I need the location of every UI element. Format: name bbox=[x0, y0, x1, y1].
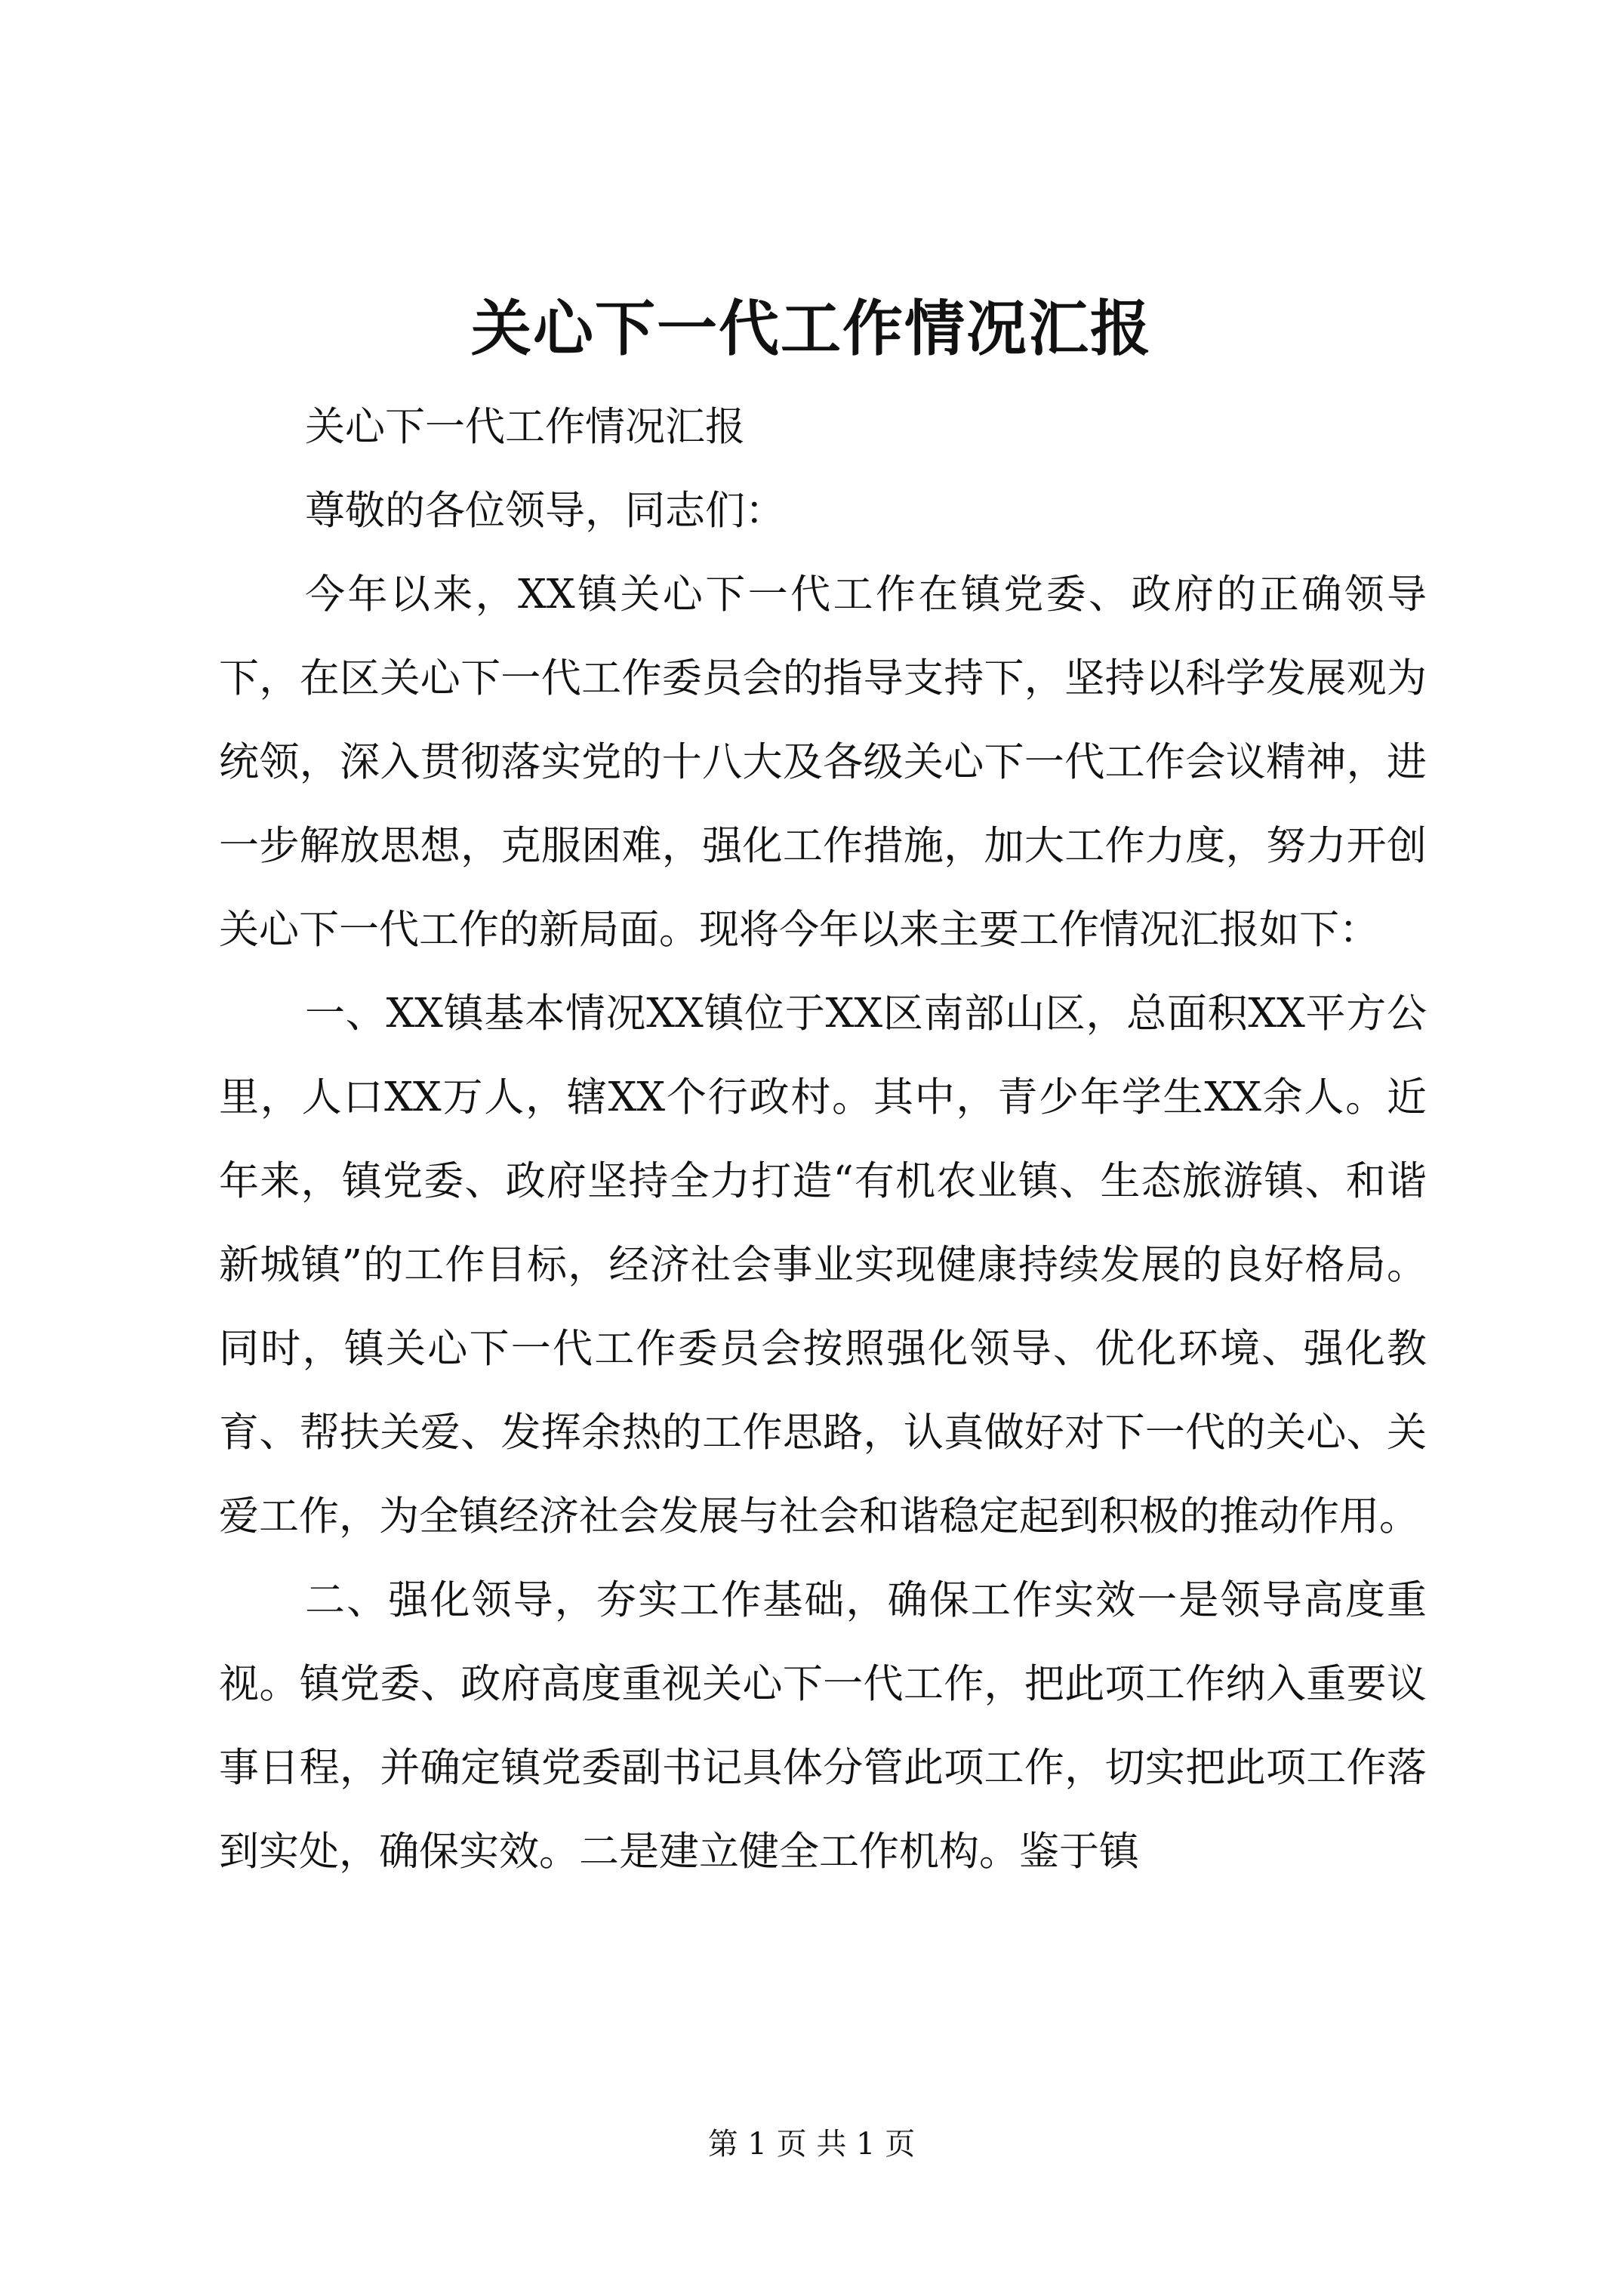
paragraph-section-two: 二、强化领导，夯实工作基础，确保工作实效一是领导高度重视。镇党委、政府高度重视关心下一代工作，把此项工作纳入重要议事日程，并确定镇党委副书记具体分管此项工作，切实把此项工作落到实处，确保实效。二是建立健全工作机构。鉴于镇 bbox=[219, 1577, 1427, 1875]
document-body bbox=[219, 385, 1427, 1894]
document-title: 关心下一代工作情况汇报 bbox=[471, 293, 1152, 364]
paragraph-section-one: 一、XX镇基本情况XX镇位于XX区南部山区，总面积XX平方公里，人口XX万人，辖XX个行政村。其中，青少年学生XX余人。近年来，镇党委、政府坚持全力打造“有机农业镇、生态旅游镇、和谐新城镇”的工作目标，经济社会事业实现健康持续发展的良好格局。同时，镇关心下一代工作委员会按照强化领导、优化环境、强化教育、帮扶关爱、发挥余热的工作思路，认真做好对下一代的关心、关爱工作，为全镇经济社会发展与社会和谐稳定起到积极的推动作用。 bbox=[219, 991, 1427, 1539]
paragraph-intro: 今年以来，XX镇关心下一代工作在镇党委、政府的正确领导下，在区关心下一代工作委员会的指导支持下，坚持以科学发展观为统领，深入贯彻落实党的十八大及各级关心下一代工作会议精神，进一步解放思想，克服困难，强化工作措施，加大工作力度，努力开创关心下一代工作的新局面。现将今年以来主要工作情况汇报如下： bbox=[219, 572, 1427, 953]
paragraph-salutation: 尊敬的各位领导，同志们： bbox=[305, 488, 785, 534]
paragraph-subtitle: 关心下一代工作情况汇报 bbox=[305, 404, 745, 450]
page-number-footer: 第 1 页 共 1 页 bbox=[707, 2127, 916, 2162]
